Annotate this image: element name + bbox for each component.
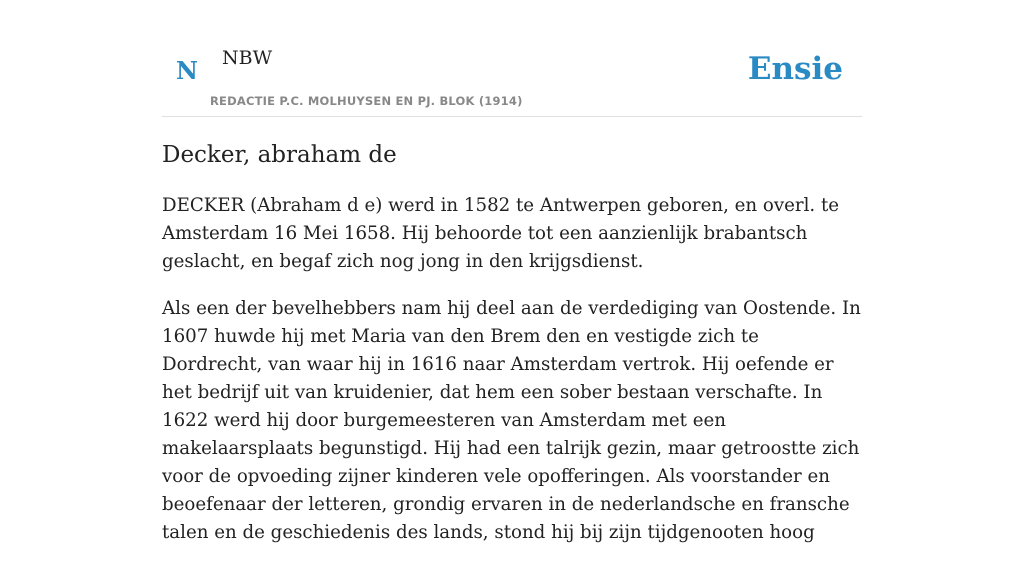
source-logo[interactable]: N — [176, 56, 198, 85]
header — [162, 0, 862, 117]
paragraph: Als een der bevelhebbers nam hij deel aan de verdediging van Oostende. In 1607 huwde hij met Maria van den Brem den en vestigde zich te Dordrecht, van waar hij in 1616 naar Amsterdam vertrok. Hij oefende er het bedrijf uit van kruidenier, dat hem een sober bestaan verschafte. In 1622 werd hij door burgemeesteren van Amsterdam met een makelaarsplaats begunstigd. Hij had een talrijk gezin, maar getroostte zich voor de opvoeding zijner kinderen vele opofferingen. Als voorstander en beoefenaar der letteren, grondig ervaren in de nederlandsche en fransche talen en de geschiedenis des lands, stond hij bij zijn tijdgenooten hoog — [162, 298, 861, 543]
source-subtitle: REDACTIE P.C. MOLHUYSEN EN PJ. BLOK (1914) — [210, 94, 523, 108]
page — [162, 0, 862, 543]
source-name[interactable]: NBW — [222, 47, 273, 69]
paragraph: DECKER (Abraham d e) werd in 1582 te Antwerpen geboren, en overl. te Amsterdam 16 Mei 1658. Hij behoorde tot een aanzienlijk brabantsch geslacht, en begaf zich nog jong in den krijgsdienst. — [162, 195, 840, 272]
article-title: Decker, abraham de — [162, 142, 397, 168]
article-body — [162, 192, 862, 566]
brand-logo[interactable]: Ensie — [747, 51, 843, 87]
